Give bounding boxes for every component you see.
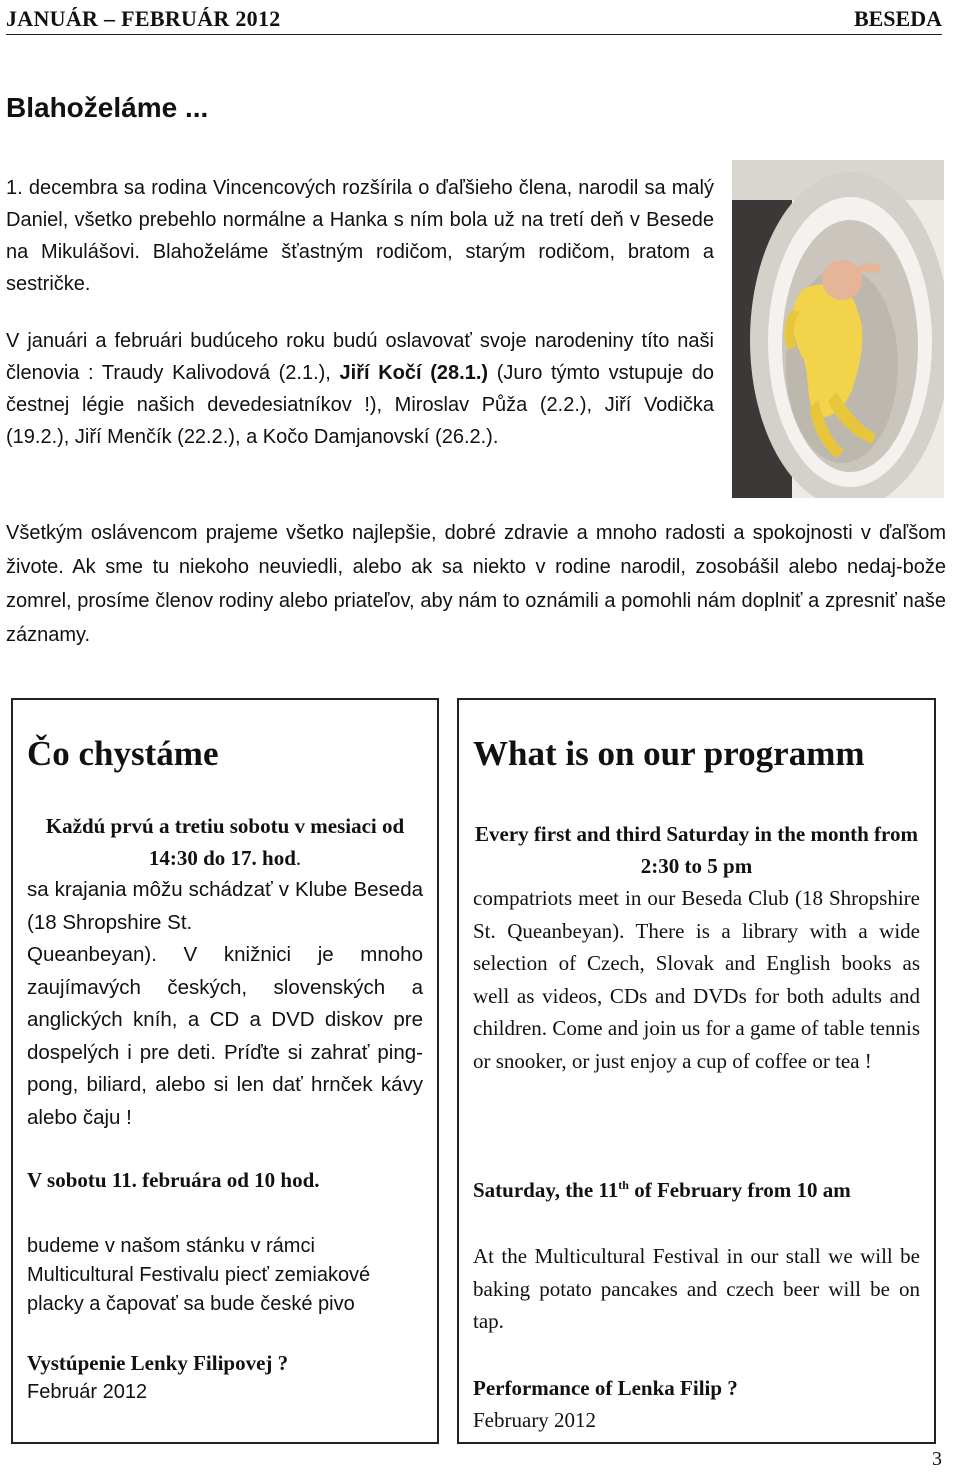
baby-in-bassinet-image xyxy=(732,160,944,498)
performance-date-sk: Február 2012 xyxy=(27,1381,148,1403)
event-desc-sk: budeme v našom stánku v rámci Multicultural Festivalu piecť zemiakové placky a čapovať sa bude české pivo xyxy=(27,1235,371,1315)
event-date-en xyxy=(473,1178,920,1203)
birthdays-text-b: (Juro týmto vstupuje do čestnej légie našich devedesiatníkov !), Miroslav Půža (2.2.), Jiří Vodička (19.2.), Jiří Menčík (22.2.), a Kočo Damjanovskí (26.2.). xyxy=(6,362,714,448)
schedule-sk-dot: . xyxy=(295,846,302,870)
club-description-en: compatriots meet in our Beseda Club (18 Shropshire St. Queanbeyan). There is a library with a wide selection of Czech, Slovak and English books as well as videos, CDs and DVDs for both adults and children. Come and join us for a game of table tennis or snooker, or just enjoy a cup of coffee or tea ! xyxy=(473,886,920,1073)
club-description-sk: sa krajania môžu schádzať v Klube Beseda (18 Shropshire St. xyxy=(27,878,423,934)
birthdays-highlight: Jiří Kočí (28.1.) xyxy=(339,362,489,384)
event-date-sk: V sobotu 11. februára od 10 hod. xyxy=(27,1168,320,1192)
program-title-en: What is on our programm xyxy=(473,734,865,773)
birthdays-paragraph xyxy=(6,325,714,453)
performance-date-en: February 2012 xyxy=(473,1408,597,1432)
program-box-english xyxy=(457,698,936,1444)
page-number: 3 xyxy=(932,1448,942,1470)
page-header xyxy=(6,4,942,35)
newsletter-name: BESEDA xyxy=(853,6,942,31)
program-title-sk: Čo chystáme xyxy=(27,734,219,773)
performance-title-en: Performance of Lenka Filip ? xyxy=(473,1376,738,1400)
wishes-paragraph: Všetkým oslávencom prajeme všetko najlepšie, dobré zdravie a mnoho radosti a spokojnosti v ďaľšom živote. Ak sme tu niekoho neuviedli, alebo ak sa niekto v rodine narodil, zosobášil alebo nedaj-bože zomrel, prosíme členov rodiny alebo priateľov, aby nám to oznámili a pomohli nám doplniť a zpresniť naše záznamy. xyxy=(6,522,946,646)
section-title: Blahoželáme ... xyxy=(6,92,209,123)
event-date-en-b: of February from 10 am xyxy=(628,1178,851,1202)
program-box-slovak xyxy=(11,698,439,1444)
issue-date: JANUÁR – FEBRUÁR 2012 xyxy=(6,6,281,31)
baby-photo xyxy=(732,160,944,498)
event-date-en-a: Saturday, the 11 xyxy=(473,1178,619,1202)
birth-announcement: 1. decembra sa rodina Vincencových rozšírila o ďaľšieho člena, narodil sa malý Daniel, všetko prebehlo normálne a Hanka s ním bola už na tretí deň v Besede na Mikulášovi. Blahoželáme šťastným rodičom, starým rodičom, bratom a sestričke. xyxy=(6,177,714,295)
birthdays-text-a: V januári a februári budúceho roku budú oslavovať svoje narodeniny títo naši členovia : Traudy Kalivodová (2.1.), xyxy=(6,330,714,384)
event-desc-en: At the Multicultural Festival in our stall we will be baking potato pancakes and czech beer will be on tap. xyxy=(473,1244,920,1333)
club-description-sk-2: Queanbeyan). V knižnici je mnoho zaujímavých českých, slovenských a anglických kníh, a CD a DVD diskov pre dospelých i pre deti. Príďte si zahrať ping-pong, biliard, alebo si len dať hrnček kávy alebo čaju ! xyxy=(27,943,423,1129)
schedule-sk-text: Každú prvú a tretiu sobotu v mesiaci od 14:30 do 17. hod xyxy=(45,814,405,870)
performance-title-sk: Vystúpenie Lenky Filipovej ? xyxy=(27,1351,289,1375)
event-date-en-sup: th xyxy=(618,1178,629,1192)
schedule-en: Every first and third Saturday in the month from 2:30 to 5 pm xyxy=(475,822,918,878)
schedule-sk xyxy=(27,810,423,874)
